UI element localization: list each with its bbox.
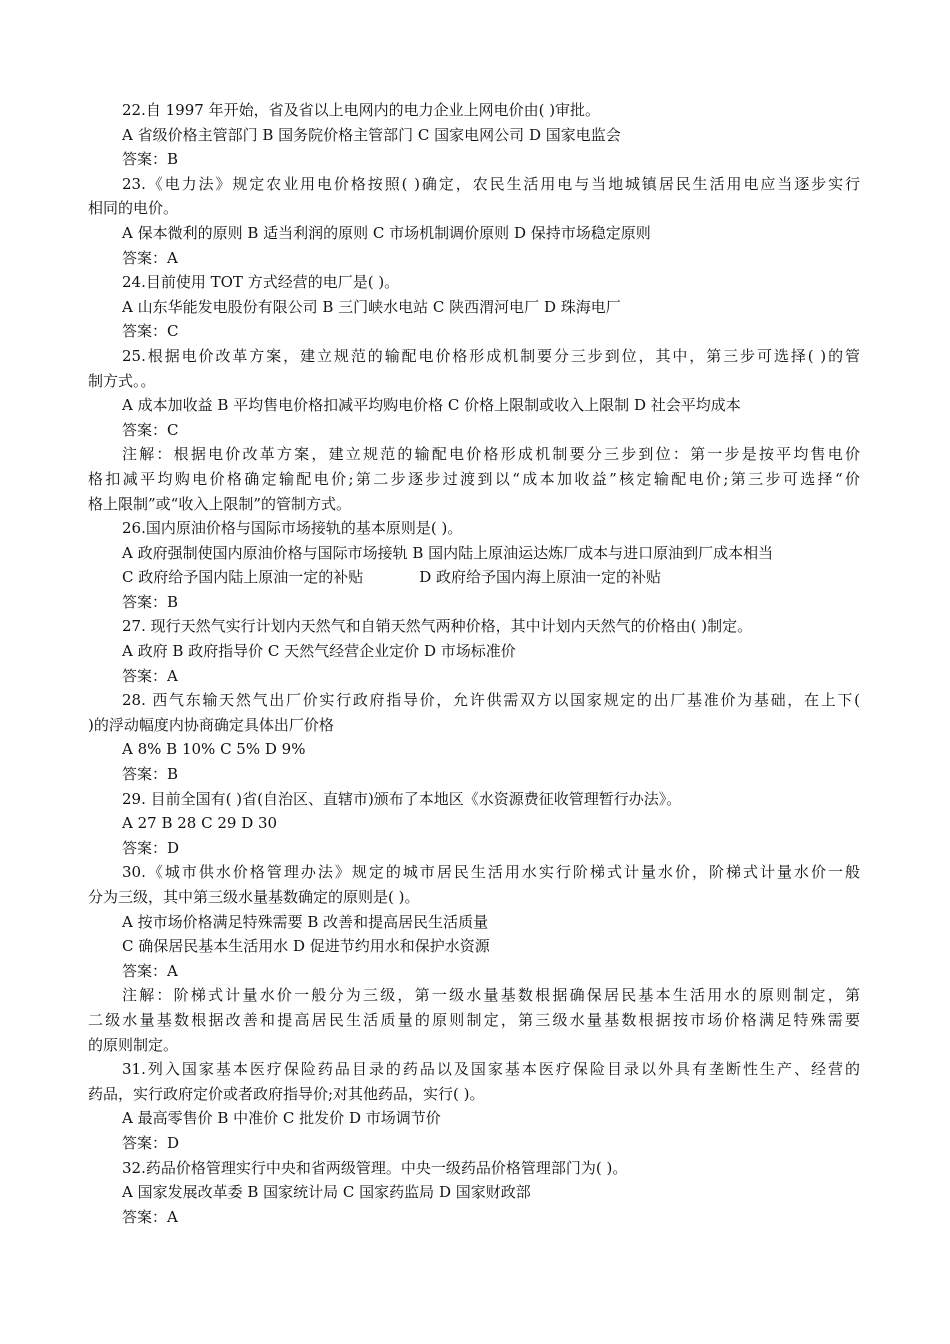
option-26-d: D 政府给予国内海上原油一定的补贴 [419,568,662,587]
options-24: A 山东华能发电股份有限公司 B 三门峡水电站 C 陕西渭河电厂 D 珠海电厂 [122,297,621,316]
question-23: 23.《电力法》规定农业用电价格按照( )确定，农民生活用电与当地城镇居民生活用电应当逐步实行 [122,174,860,193]
options-30-cd: C 确保居民基本生活用水 D 促进节约用水和保护水资源 [122,937,490,956]
answer-32: 答案：A [122,1207,178,1226]
options-23: A 保本微利的原则 B 适当利润的原则 C 市场机制调价原则 D 保持市场稳定原则 [122,223,651,242]
answer-22: 答案：B [122,150,179,169]
question-23-cont: 相同的电价。 [88,199,179,218]
question-24: 24.目前使用 TOT 方式经营的电厂是( )。 [122,273,400,292]
answer-25: 答案：C [122,420,179,439]
answer-29: 答案：D [122,838,180,857]
options-26-ab: A 政府强制使国内原油价格与国际市场接轨 B 国内陆上原油运达炼厂成本与进口原油到厂成本相当 [122,543,774,562]
options-32: A 国家发展改革委 B 国家统计局 C 国家药监局 D 国家财政部 [122,1183,531,1202]
note-30: 注解：阶梯式计量水价一般分为三级，第一级水量基数根据确保居民基本生活用水的原则制定，第 [122,986,860,1005]
note-30-end: 的原则制定。 [88,1035,179,1054]
note-25: 注解：根据电价改革方案，建立规范的输配电价格形成机制要分三步到位：第一步是按平均售电价 [122,445,860,464]
note-25-end: 格上限制”或“收入上限制”的管制方式。 [88,494,352,513]
answer-31: 答案：D [122,1133,180,1152]
option-26-c: C 政府给予国内陆上原油一定的补贴 [122,568,364,587]
question-27: 27. 现行天然气实行计划内天然气和自销天然气两种价格，其中计划内天然气的价格由( )制定。 [122,617,753,636]
question-25-cont: 制方式。。 [88,371,156,390]
note-25-cont: 格扣减平均购电价格确定输配电价;第二步逐步过渡到以“成本加收益”核定输配电价;第三步可选择“价 [88,469,860,488]
answer-23: 答案：A [122,248,178,267]
options-22: A 省级价格主管部门 B 国务院价格主管部门 C 国家电网公司 D 国家电监会 [122,125,621,144]
answer-24: 答案：C [122,322,179,341]
options-30-ab: A 按市场价格满足特殊需要 B 改善和提高居民生活质量 [122,912,489,931]
question-28-cont: )的浮动幅度内协商确定具体出厂价格 [88,715,334,734]
question-30: 30.《城市供水价格管理办法》规定的城市居民生活用水实行阶梯式计量水价，阶梯式计量水价一般 [122,863,860,882]
options-27: A 政府 B 政府指导价 C 天然气经营企业定价 D 市场标准价 [122,642,516,661]
options-25: A 成本加收益 B 平均售电价格扣减平均购电价格 C 价格上限制或收入上限制 D 社会平均成本 [122,396,741,415]
answer-26: 答案：B [122,592,179,611]
options-29: A 27 B 28 C 29 D 30 [122,814,278,833]
note-30-cont: 二级水量基数根据改善和提高居民生活质量的原则制定，第三级水量基数根据按市场价格满足特殊需要 [88,1010,860,1029]
options-28: A 8% B 10% C 5% D 9% [122,740,306,759]
question-28: 28. 西气东输天然气出厂价实行政府指导价，允许供需双方以国家规定的出厂基准价为基础，在上下( [122,691,860,710]
answer-27: 答案：A [122,666,178,685]
question-32: 32.药品价格管理实行中央和省两级管理。中央一级药品价格管理部门为( )。 [122,1158,628,1177]
question-26: 26.国内原油价格与国际市场接轨的基本原则是( )。 [122,519,463,538]
question-30-cont: 分为三级，其中第三级水量基数确定的原则是( )。 [88,888,420,906]
answer-28: 答案：B [122,765,179,784]
question-25: 25.根据电价改革方案，建立规范的输配电价格形成机制要分三步到位，其中，第三步可选择( )的管 [122,346,860,365]
question-22: 22.自 1997 年开始，省及省以上电网内的电力企业上网电价由( )审批。 [122,101,601,119]
question-31-cont: 药品，实行政府定价或者政府指导价;对其他药品，实行( )。 [88,1084,485,1103]
answer-30: 答案：A [122,961,178,980]
question-31: 31.列入国家基本医疗保险药品目录的药品以及国家基本医疗保险目录以外具有垄断性生产、经营的 [122,1060,860,1079]
options-31: A 最高零售价 B 中准价 C 批发价 D 市场调节价 [122,1109,441,1128]
options-26-cd [88,565,860,590]
question-29: 29. 目前全国有( )省(自治区、直辖市)颁布了本地区《水资源费征收管理暂行办法》。 [122,789,682,808]
document-page [88,98,860,1229]
